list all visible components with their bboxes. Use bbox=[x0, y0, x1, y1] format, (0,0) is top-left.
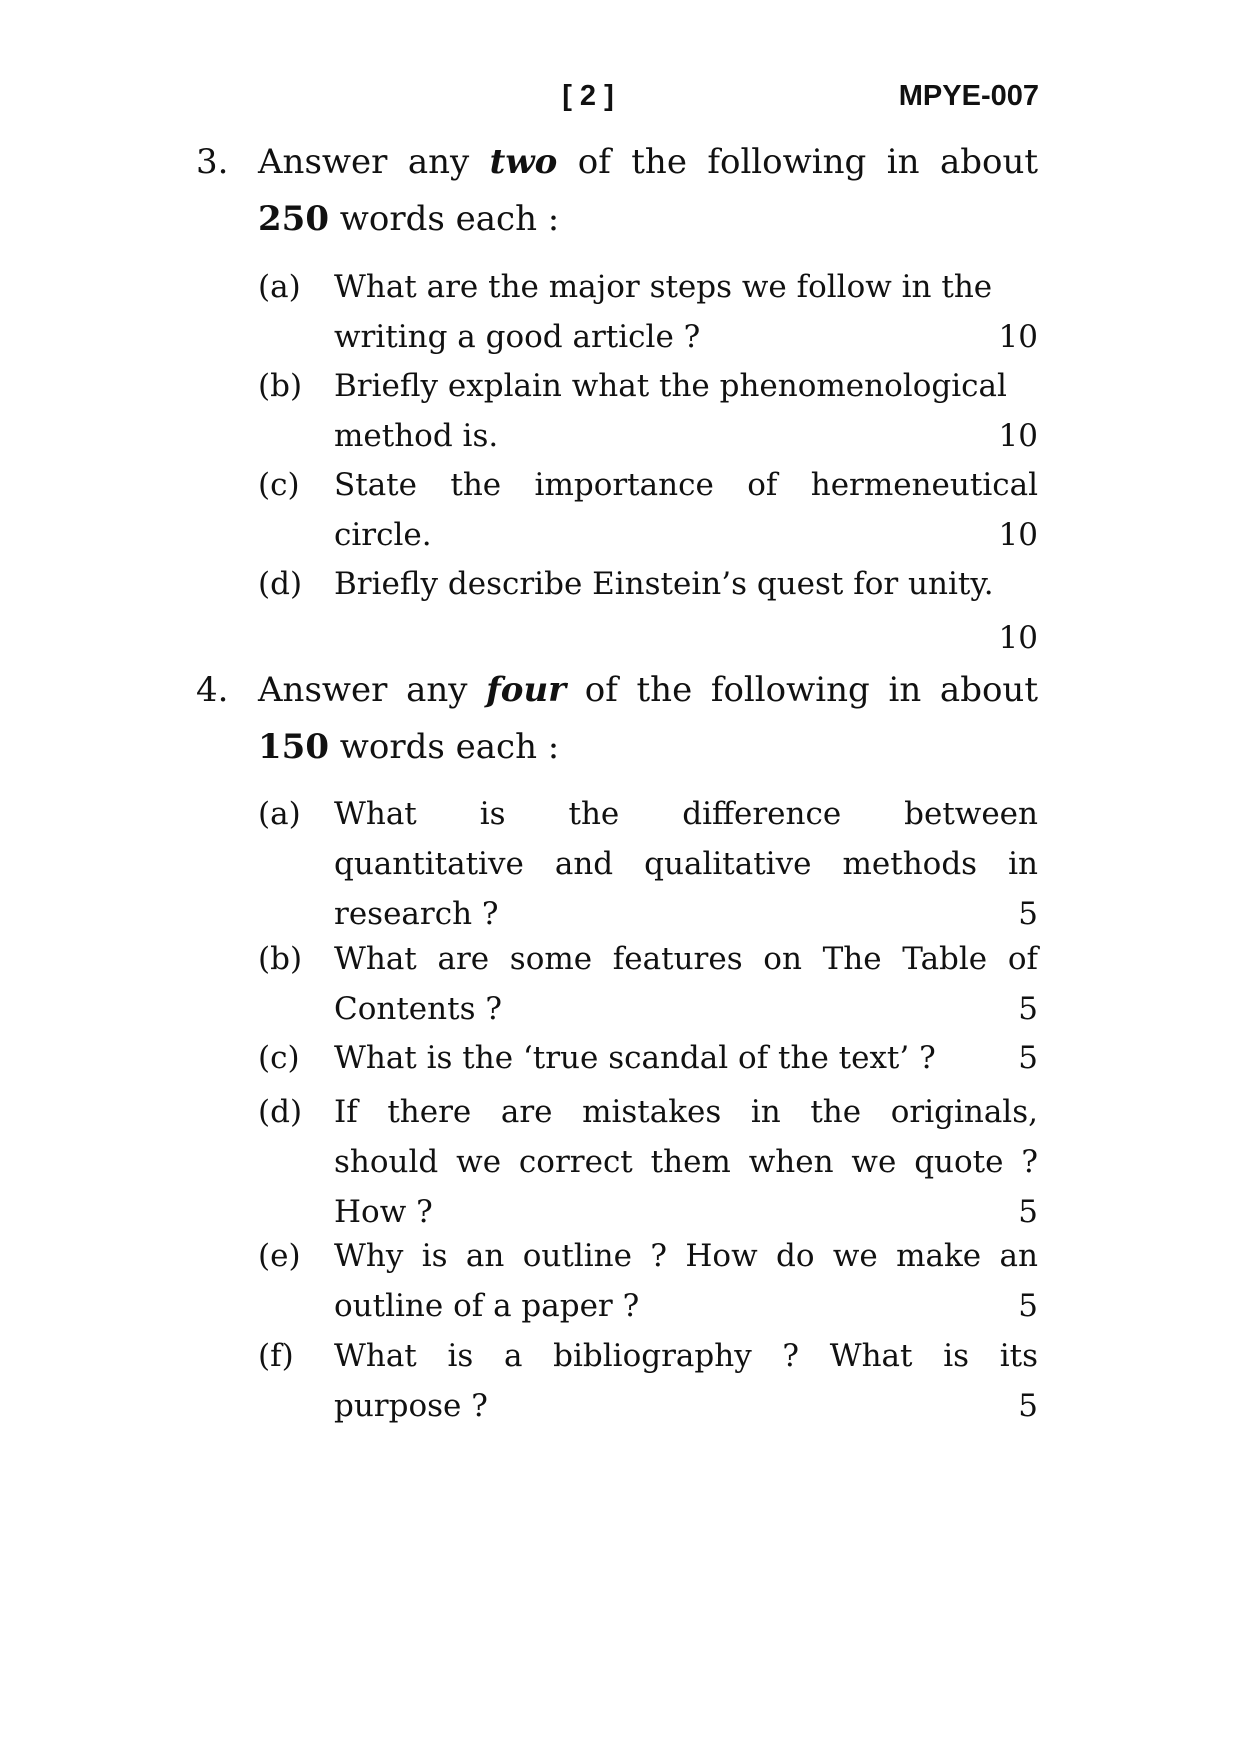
question-number: 4. bbox=[196, 670, 229, 710]
sub-question-text: Why is an outline ? How do we make an bbox=[334, 1238, 1038, 1274]
sub-question-text: What is a bibliography ? What is its bbox=[334, 1338, 1038, 1374]
sub-question-label: (f) bbox=[258, 1338, 294, 1374]
marks: 5 bbox=[1018, 896, 1038, 932]
question-instruction bbox=[258, 664, 1038, 773]
sub-question-text: Briefly explain what the phenomenological bbox=[334, 368, 1007, 404]
marks: 5 bbox=[1018, 1388, 1038, 1424]
instruction-text: words each : bbox=[328, 199, 560, 239]
course-code: MPYE-007 bbox=[898, 80, 1039, 112]
instruction-text: Answer any bbox=[258, 670, 468, 710]
sub-question-text: purpose ? bbox=[334, 1388, 488, 1424]
sub-question-label: (a) bbox=[258, 269, 301, 305]
sub-question-text: What is the difference between bbox=[334, 796, 1038, 832]
instruction-text: words each : bbox=[328, 727, 560, 767]
sub-question-text: How ? bbox=[334, 1194, 433, 1230]
sub-question-label: (b) bbox=[258, 368, 303, 404]
marks: 5 bbox=[1018, 1040, 1038, 1076]
instruction-text: of the following in about bbox=[584, 670, 1038, 710]
question-number: 3. bbox=[196, 142, 229, 182]
instruction-text: Answer any bbox=[258, 142, 470, 182]
sub-question-text: Contents ? bbox=[334, 991, 502, 1027]
marks: 10 bbox=[998, 517, 1038, 553]
question-instruction bbox=[258, 136, 1038, 245]
marks: 10 bbox=[998, 319, 1038, 355]
sub-question-label: (e) bbox=[258, 1238, 301, 1274]
sub-question-text: If there are mistakes in the originals, bbox=[334, 1094, 1038, 1130]
word-count: 150 bbox=[258, 727, 329, 767]
sub-question-text: outline of a paper ? bbox=[334, 1288, 640, 1324]
word-count: 250 bbox=[258, 199, 329, 239]
sub-question-text: research ? bbox=[334, 896, 499, 932]
page-number: [ 2 ] bbox=[562, 80, 614, 112]
marks: 5 bbox=[1018, 1288, 1038, 1324]
sub-question-text: What are the major steps we follow in the bbox=[334, 269, 993, 305]
sub-question-text: circle. bbox=[334, 517, 432, 553]
sub-question-text: should we correct them when we quote ? bbox=[334, 1144, 1038, 1180]
sub-question-text: method is. bbox=[334, 418, 499, 454]
marks: 5 bbox=[1018, 1194, 1038, 1230]
sub-question-text: What are some features on The Table of bbox=[334, 941, 1038, 977]
sub-question-label: (d) bbox=[258, 1094, 303, 1130]
sub-question-text: Briefly describe Einstein’s quest for unity. bbox=[334, 566, 994, 602]
sub-question-text: What is the ‘true scandal of the text’ ? bbox=[334, 1040, 936, 1076]
instruction-emphasis: two bbox=[489, 142, 558, 182]
sub-question-label: (c) bbox=[258, 1040, 300, 1076]
sub-question-label: (c) bbox=[258, 467, 300, 503]
marks: 10 bbox=[998, 418, 1038, 454]
marks: 5 bbox=[1018, 991, 1038, 1027]
instruction-text: of the following in about bbox=[577, 142, 1039, 182]
marks: 10 bbox=[998, 620, 1038, 656]
sub-question-label: (d) bbox=[258, 566, 303, 602]
sub-question-label: (b) bbox=[258, 941, 303, 977]
sub-question-text: State the importance of hermeneutical bbox=[334, 467, 1038, 503]
sub-question-text: writing a good article ? bbox=[334, 319, 701, 355]
instruction-emphasis: four bbox=[486, 670, 567, 710]
sub-question-label: (a) bbox=[258, 796, 301, 832]
sub-question-text: quantitative and qualitative methods in bbox=[334, 846, 1038, 882]
